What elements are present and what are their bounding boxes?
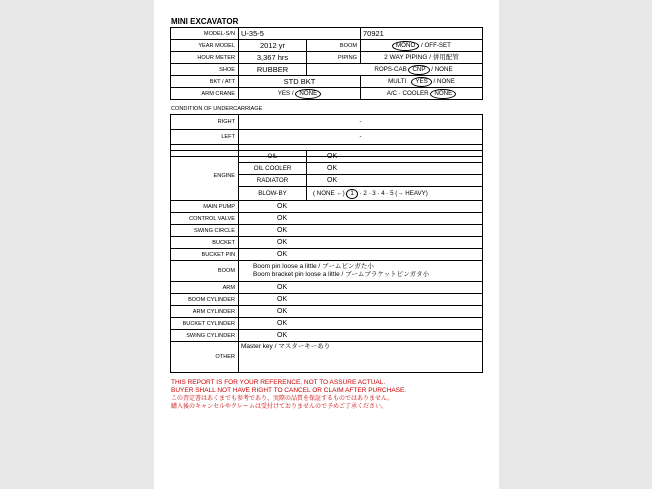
boom-row: [171, 261, 483, 282]
rops-none-option: NONE: [434, 65, 453, 73]
disclaimer: [171, 379, 406, 411]
crane-label: ARM CRANE: [171, 88, 239, 100]
left-label: LEFT: [171, 130, 239, 145]
multi-yes-selected: YES: [411, 77, 431, 87]
boom-note-1: Boom pin loose a little / ブームピンガた小: [253, 263, 374, 270]
condition-row: [171, 213, 483, 225]
swing-circle-label: SWING CIRCLE: [171, 225, 239, 237]
blowby-level-selected: 1: [346, 189, 357, 199]
condition-row: [171, 237, 483, 249]
engine-label: ENGINE: [171, 151, 239, 201]
report-title: MINI EXCAVATOR: [171, 17, 239, 26]
swing-circle-value: OK: [239, 225, 483, 237]
disclaimer-line-jp: この査定書はあくまでも参考であり、実際の品質を保証するものではありません。: [171, 396, 394, 402]
serial-value: 70921: [361, 28, 483, 40]
blowby-none: ( NONE ←): [313, 189, 345, 197]
blowby-scale-rest: · 2 · 3 · 4 · 5 (→ HEAVY): [359, 189, 428, 197]
other-row: [171, 342, 483, 373]
condition-row: [171, 249, 483, 261]
rops-separator: /: [431, 65, 433, 73]
rops-options: [307, 64, 483, 76]
piping-label: PIPING: [307, 52, 361, 64]
bucket-value: OK: [239, 237, 483, 249]
oil-value: OK: [307, 151, 483, 163]
blowby-scale: [307, 187, 483, 201]
multi-options: [361, 76, 483, 88]
engine-oil-row: [171, 151, 483, 163]
arm-cylinder-value: OK: [239, 306, 483, 318]
rops-label: ROPS-CAB: [374, 65, 407, 73]
swing-cylinder-label: SWING CYLINDER: [171, 330, 239, 342]
radiator-value: OK: [307, 175, 483, 187]
boom-offset-option: OFF-SET: [424, 41, 451, 49]
disclaimer-line: BUYER SHALL NOT HAVE RIGHT TO CANCEL OR CLAIM AFTER PURCHASE.: [171, 387, 407, 394]
oil-cooler-value: OK: [307, 163, 483, 175]
condition-row: [171, 201, 483, 213]
model-label: MODEL-S/N: [171, 28, 239, 40]
oil-cooler-label: OIL COOLER: [239, 163, 307, 175]
model-value: U-35-5: [239, 28, 361, 40]
boom-cylinder-value: OK: [239, 294, 483, 306]
boom-type-options: [361, 40, 483, 52]
boom-type-label: BOOM: [307, 40, 361, 52]
other-value: Master key / マスターキーあり: [239, 342, 483, 373]
boom-separator: /: [421, 41, 423, 49]
crane-none-selected: NONE: [295, 89, 321, 99]
disclaimer-line-jp: 購入後のキャンセルやクレームは受付けておりませんので予めご了承ください。: [171, 404, 388, 410]
crane-separator: /: [291, 89, 294, 97]
multi-label: MULTI: [388, 77, 407, 85]
condition-table: [170, 150, 483, 373]
radiator-label: RADIATOR: [239, 175, 307, 187]
year-row: [171, 40, 483, 52]
control-valve-label: CONTROL VALVE: [171, 213, 239, 225]
bucket-label: BUCKET: [171, 237, 239, 249]
left-value: -: [239, 130, 483, 145]
disclaimer-line: THIS REPORT IS FOR YOUR REFERENCE, NOT TO ASSURE ACTUAL.: [171, 379, 386, 386]
year-value: 2012 yr: [239, 40, 307, 52]
hour-label: HOUR METER: [171, 52, 239, 64]
rops-cnp-selected: CNP: [408, 65, 429, 75]
left-row: [171, 130, 483, 145]
condition-row: [171, 330, 483, 342]
crane-row: [171, 88, 483, 100]
shoe-row: [171, 64, 483, 76]
right-row: [171, 115, 483, 130]
bucket-cylinder-label: BUCKET CYLINDER: [171, 318, 239, 330]
bucket-cylinder-value: OK: [239, 318, 483, 330]
ac-label: A/C · COOLER: [386, 89, 429, 97]
bucket-pin-label: BUCKET PIN: [171, 249, 239, 261]
oil-label: OIL: [239, 151, 307, 163]
control-valve-value: OK: [239, 213, 483, 225]
right-value: -: [239, 115, 483, 130]
bkt-row: [171, 76, 483, 88]
multi-separator: /: [433, 77, 436, 85]
condition-row: [171, 225, 483, 237]
ac-options: [361, 88, 483, 100]
condition-row: [171, 282, 483, 294]
boom-note-2: Boom bracket pin loose a little / ブームブラケットピンガタ小: [253, 271, 430, 278]
main-pump-label: MAIN PUMP: [171, 201, 239, 213]
bucket-pin-value: OK: [239, 249, 483, 261]
main-pump-value: OK: [239, 201, 483, 213]
shoe-label: SHOE: [171, 64, 239, 76]
undercarriage-heading: CONDITION OF UNDERCARRIAGE: [171, 106, 263, 112]
blowby-label: BLOW-BY: [239, 187, 307, 201]
boom-value: [239, 261, 483, 282]
year-label: YEAR MODEL: [171, 40, 239, 52]
boom-cylinder-label: BOOM CYLINDER: [171, 294, 239, 306]
model-row: [171, 28, 483, 40]
crane-options: [239, 88, 361, 100]
piping-value: 2 WAY PIPING / 併用配管: [361, 52, 483, 64]
ac-none-selected: NONE: [430, 89, 456, 99]
boom-mono-selected: MONO: [392, 41, 419, 51]
condition-row: [171, 306, 483, 318]
bkt-value: STD BKT: [239, 76, 361, 88]
right-label: RIGHT: [171, 115, 239, 130]
hour-row: [171, 52, 483, 64]
shoe-value: RUBBER: [239, 64, 307, 76]
hour-value: 3,367 hrs: [239, 52, 307, 64]
arm-value: OK: [239, 282, 483, 294]
arm-label: ARM: [171, 282, 239, 294]
arm-cylinder-label: ARM CYLINDER: [171, 306, 239, 318]
other-label: OTHER: [171, 342, 239, 373]
bkt-label: BKT / ATT: [171, 76, 239, 88]
crane-yes-option: YES: [277, 89, 291, 97]
swing-cylinder-value: OK: [239, 330, 483, 342]
spec-table: [170, 27, 483, 100]
multi-none-option: NONE: [436, 77, 455, 85]
condition-row: [171, 294, 483, 306]
condition-row: [171, 318, 483, 330]
boom-label: BOOM: [171, 261, 239, 282]
